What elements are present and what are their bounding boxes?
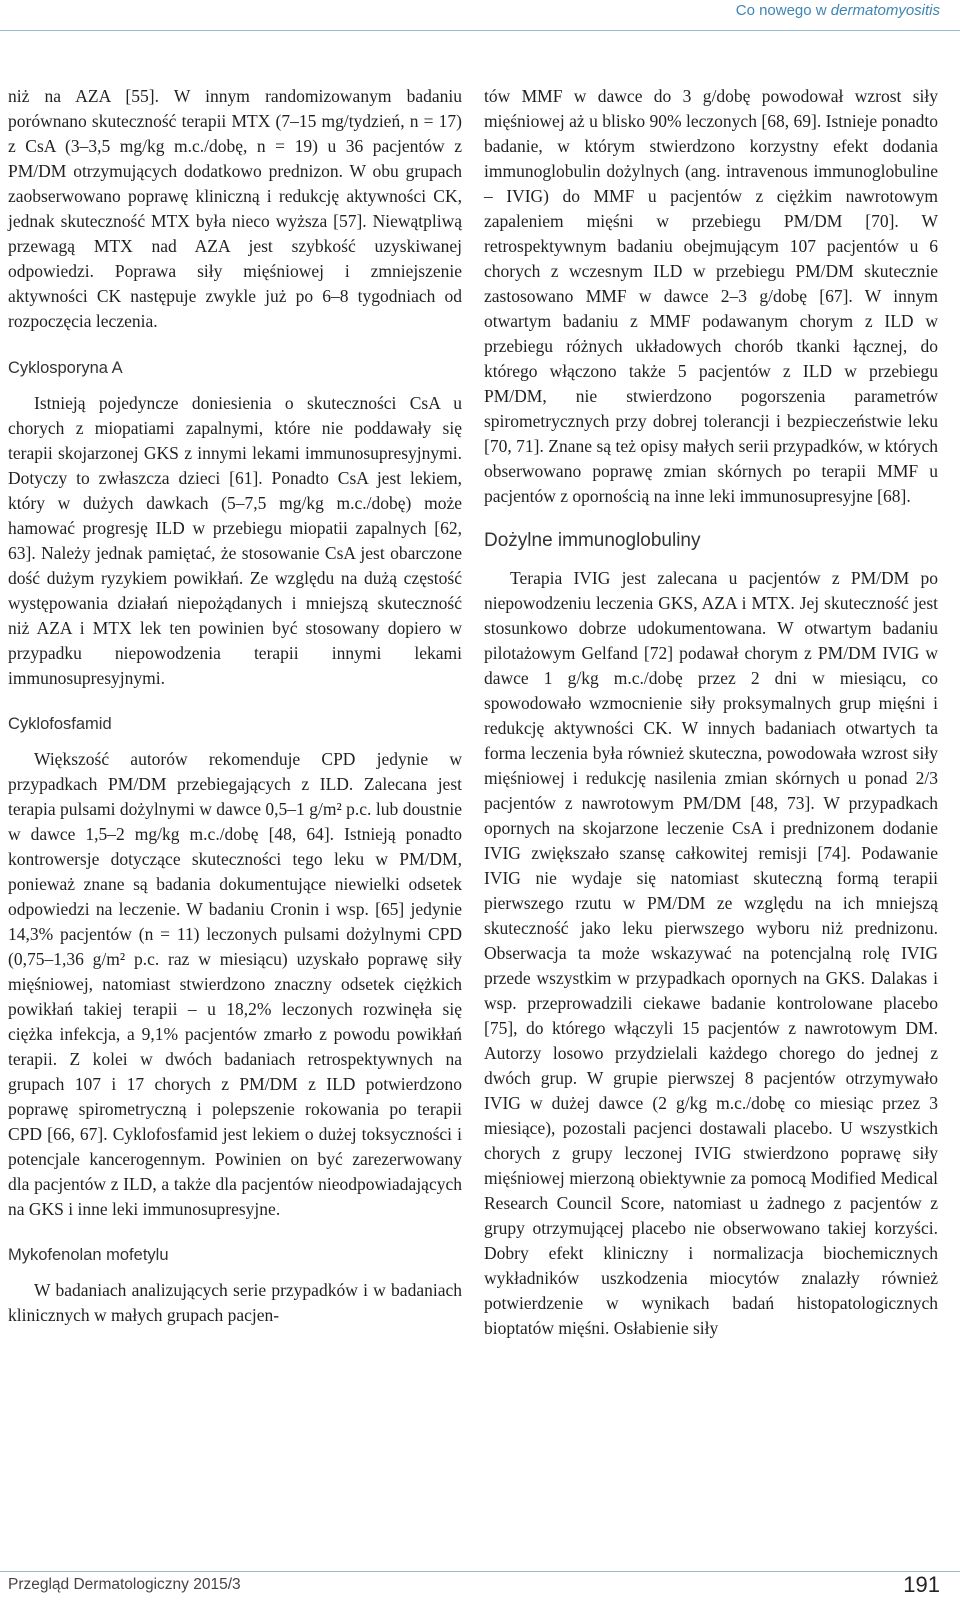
paragraph-mmf: tów MMF w dawce do 3 g/dobę powodował wzrost siły mięśniowej aż u blisko 90% leczonych [68, 69]. Istnieje ponadto badanie, w którym stwierdzono korzystny efekt dodania immunoglobulin dożylnych (ang. intravenous immunoglobuline – IVIG) do MMF u pacjentów z ciężkim nawrotowym zapaleniem mięśni w przebiegu PM/DM [70]. W retrospektywnym badaniu obejmującym 107 pacjentów u 6 chorych z wczesnym ILD w przebiegu PM/DM skutecznie zastosowano MMF w dawce 2–3 g/dobę [67]. W innym otwartym badaniu z MMF podawanym chorym z ILD w przebiegu różnych układowych chorób tkanki łącznej, do którego włączono także 5 pacjentów z ILD w przebiegu PM/DM, nie stwierdzono pogorszenia parametrów spirometrycznych przy dobrej tolerancji i bezpieczeństwie leku [70, 71]. Znane są też opisy małych serii przypadków, w których obserwowano poprawę zmian skórnych po terapii MMF u pacjentów z opornością na inne leki immunosupresyjne [68]. [484, 86, 938, 506]
paragraph-cyclophosphamide: Większość autorów rekomenduje CPD jedynie w przypadkach PM/DM przebiegających z ILD. Zalecana jest terapia pulsami dożylnymi w dawce 0,5–1 g/m² p.c. lub doustnie w dawce 1,5–2 mg/kg m.c./dobę [48, 64]. Istnieją ponadto kontrowersje dotyczące skuteczności tego leku w PM/DM, ponieważ znane są badania dokumentujące niewielki odsetek odpowiedzi na leczenie. W badaniu Cronin i wsp. [65] jedynie 14,3% pacjentów (n = 11) leczonych pulsami dożylnymi CPD (0,75–1,36 g/m² p.c. raz w miesiącu) uzyskało poprawę siły mięśniowej, natomiast stwierdzono znaczny odsetek ciężkich powikłań takiej terapii – u 18,2% leczonych rozwinęła się ciężka infekcja, a 9,1% pacjentów zmarło z powodu powikłań terapii. Z kolei w dwóch badaniach retrospektywnych na grupach 107 i 17 chorych z PM/DM z ILD potwierdzono poprawę spirometryczną i polepszenie rokowania po terapii CPD [66, 67]. Cyklofosfamid jest lekiem o dużej toksyczności i potencjale kancerogennym. Powinien on być zarezerwowany dla pacjentów z ILD, a także dla pacjentów nieodpowiadających na GKS i inne leki immunosupresyjne. [8, 749, 462, 1219]
heading-mycophenolate: Mykofenolan mofetylu [8, 1246, 169, 1264]
journal-name: Przegląd Dermatologiczny 2015/3 [8, 1576, 241, 1593]
paragraph-cyclosporine: Istnieją pojedyncze doniesienia o skuteczności CsA u chorych z miopatiami zapalnymi, które nie poddawały się terapii skojarzonej GKS z innymi lekami immunosupresyjnymi. Dotyczy to zwłaszcza dzieci [61]. Ponadto CsA jest lekiem, który w dużych dawkach (5–7,5 mg/kg m.c./dobę) może hamować progresję ILD w przebiegu miopatii zapalnych [62, 63]. Należy jednak pamiętać, że stosowanie CsA jest obarczone dość dużym ryzykiem powikłań. Ze względu na dużą częstość występowania działań niepożądanych i mniejszą skuteczność niż AZA i MTX lek ten powinien być stosowany dopiero w przypadku niepowodzenia terapii innymi lekami immunosupresyjnymi. [8, 393, 462, 688]
running-header-italic: dermatomyositis [830, 2, 940, 19]
left-column [0, 84, 462, 1328]
running-header-bar [0, 0, 960, 31]
footer-rule [0, 1571, 960, 1572]
paragraph-mycophenolate: W badaniach analizujących serie przypadków i w badaniach klinicznych w małych grupach pacjen- [8, 1280, 462, 1325]
page-number: 191 [903, 1572, 940, 1597]
heading-ivig: Dożylne immunoglobuliny [484, 530, 701, 551]
heading-cyclophosphamide: Cyklofosfamid [8, 715, 112, 733]
running-header-text: Co nowego w [735, 2, 831, 19]
running-header [736, 2, 940, 19]
heading-cyclosporine: Cyklosporyna A [8, 359, 123, 377]
right-column [484, 84, 938, 1341]
paragraph-mtx-continuation: niż na AZA [55]. W innym randomizowanym badaniu porównano skuteczność terapii MTX (7–15 mg/tydzień, n = 17) z CsA (3–3,5 mg/kg m.c./dobę, n = 19) u 36 pacjentów z PM/DM otrzymujących dodatkowo prednizon. W obu grupach zaobserwowano poprawę kliniczną i redukcję aktywności CK, jednak skuteczność MTX była nieco wyższa [57]. Niewątpliwą przewagą MTX nad AZA jest szybkość uzyskiwanej odpowiedzi. Poprawa siły mięśniowej i zmniejszenie aktywności CK następuje zwykle już po 6–8 tygodniach od rozpoczęcia leczenia. [8, 86, 462, 331]
paragraph-ivig: Terapia IVIG jest zalecana u pacjentów z PM/DM po niepowodzeniu leczenia GKS, AZA i MTX. Jej skuteczność jest stosunkowo dobrze udokumentowana. W otwartym badaniu pilotażowym Gelfand [72] podawał chorym z PM/DM IVIG w dawce 1 g/kg m.c./dobę przez 2 dni w miesiącu, co spowodowało wzmocnienie siły proksymalnych grup mięśni i redukcję aktywności CK. W innych badaniach otwartych ta forma leczenia była również skuteczna, powodowała wzrost siły mięśniowej i redukcję nasilenia zmian skórnych u ponad 2/3 pacjentów z nawrotowym PM/DM [48, 73]. W przypadkach opornych na skojarzone leczenie CsA i prednizonem dodanie IVIG zwiększało szansę całkowitej remisji [74]. Podawanie IVIG nie wydaje się natomiast skuteczną formą terapii pierwszego rzutu w PM/DM ze względu na ich mniejszą skuteczność jako leku pierwszego wyboru niż prednizonu. Obserwacja ta może wskazywać na potencjalną rolę IVIG przede wszystkim w przypadkach opornych na GKS. Dalakas i wsp. przeprowadzili ciekawe badanie kontrolowane placebo [75], do którego włączyli 15 pacjentów z nawrotowym DM. Autorzy losowo przydzielali każdego chorego do jednej z dwóch grup. W grupie pierwszej 8 pacjentów otrzymywało IVIG w dużej dawce (2 g/kg m.c./dobę co miesiąc przez 3 miesiące), pozostali pacjenci dostawali placebo. U wszystkich chorych z grupy leczonej IVIG stwierdzono poprawę siły mięśniowej mierzoną obiektywnie za pomocą Modified Medical Research Council Score, natomiast u żadnego z pacjentów z grupy otrzymującej placebo nie obserwowano takiej korzyści. Dobry efekt kliniczny i normalizacja biochemicznych wykładników uszkodzenia miocytów znalazły również potwierdzenie w wynikach badań histopatologicznych bioptatów mięśni. Osłabienie siły [484, 568, 938, 1338]
